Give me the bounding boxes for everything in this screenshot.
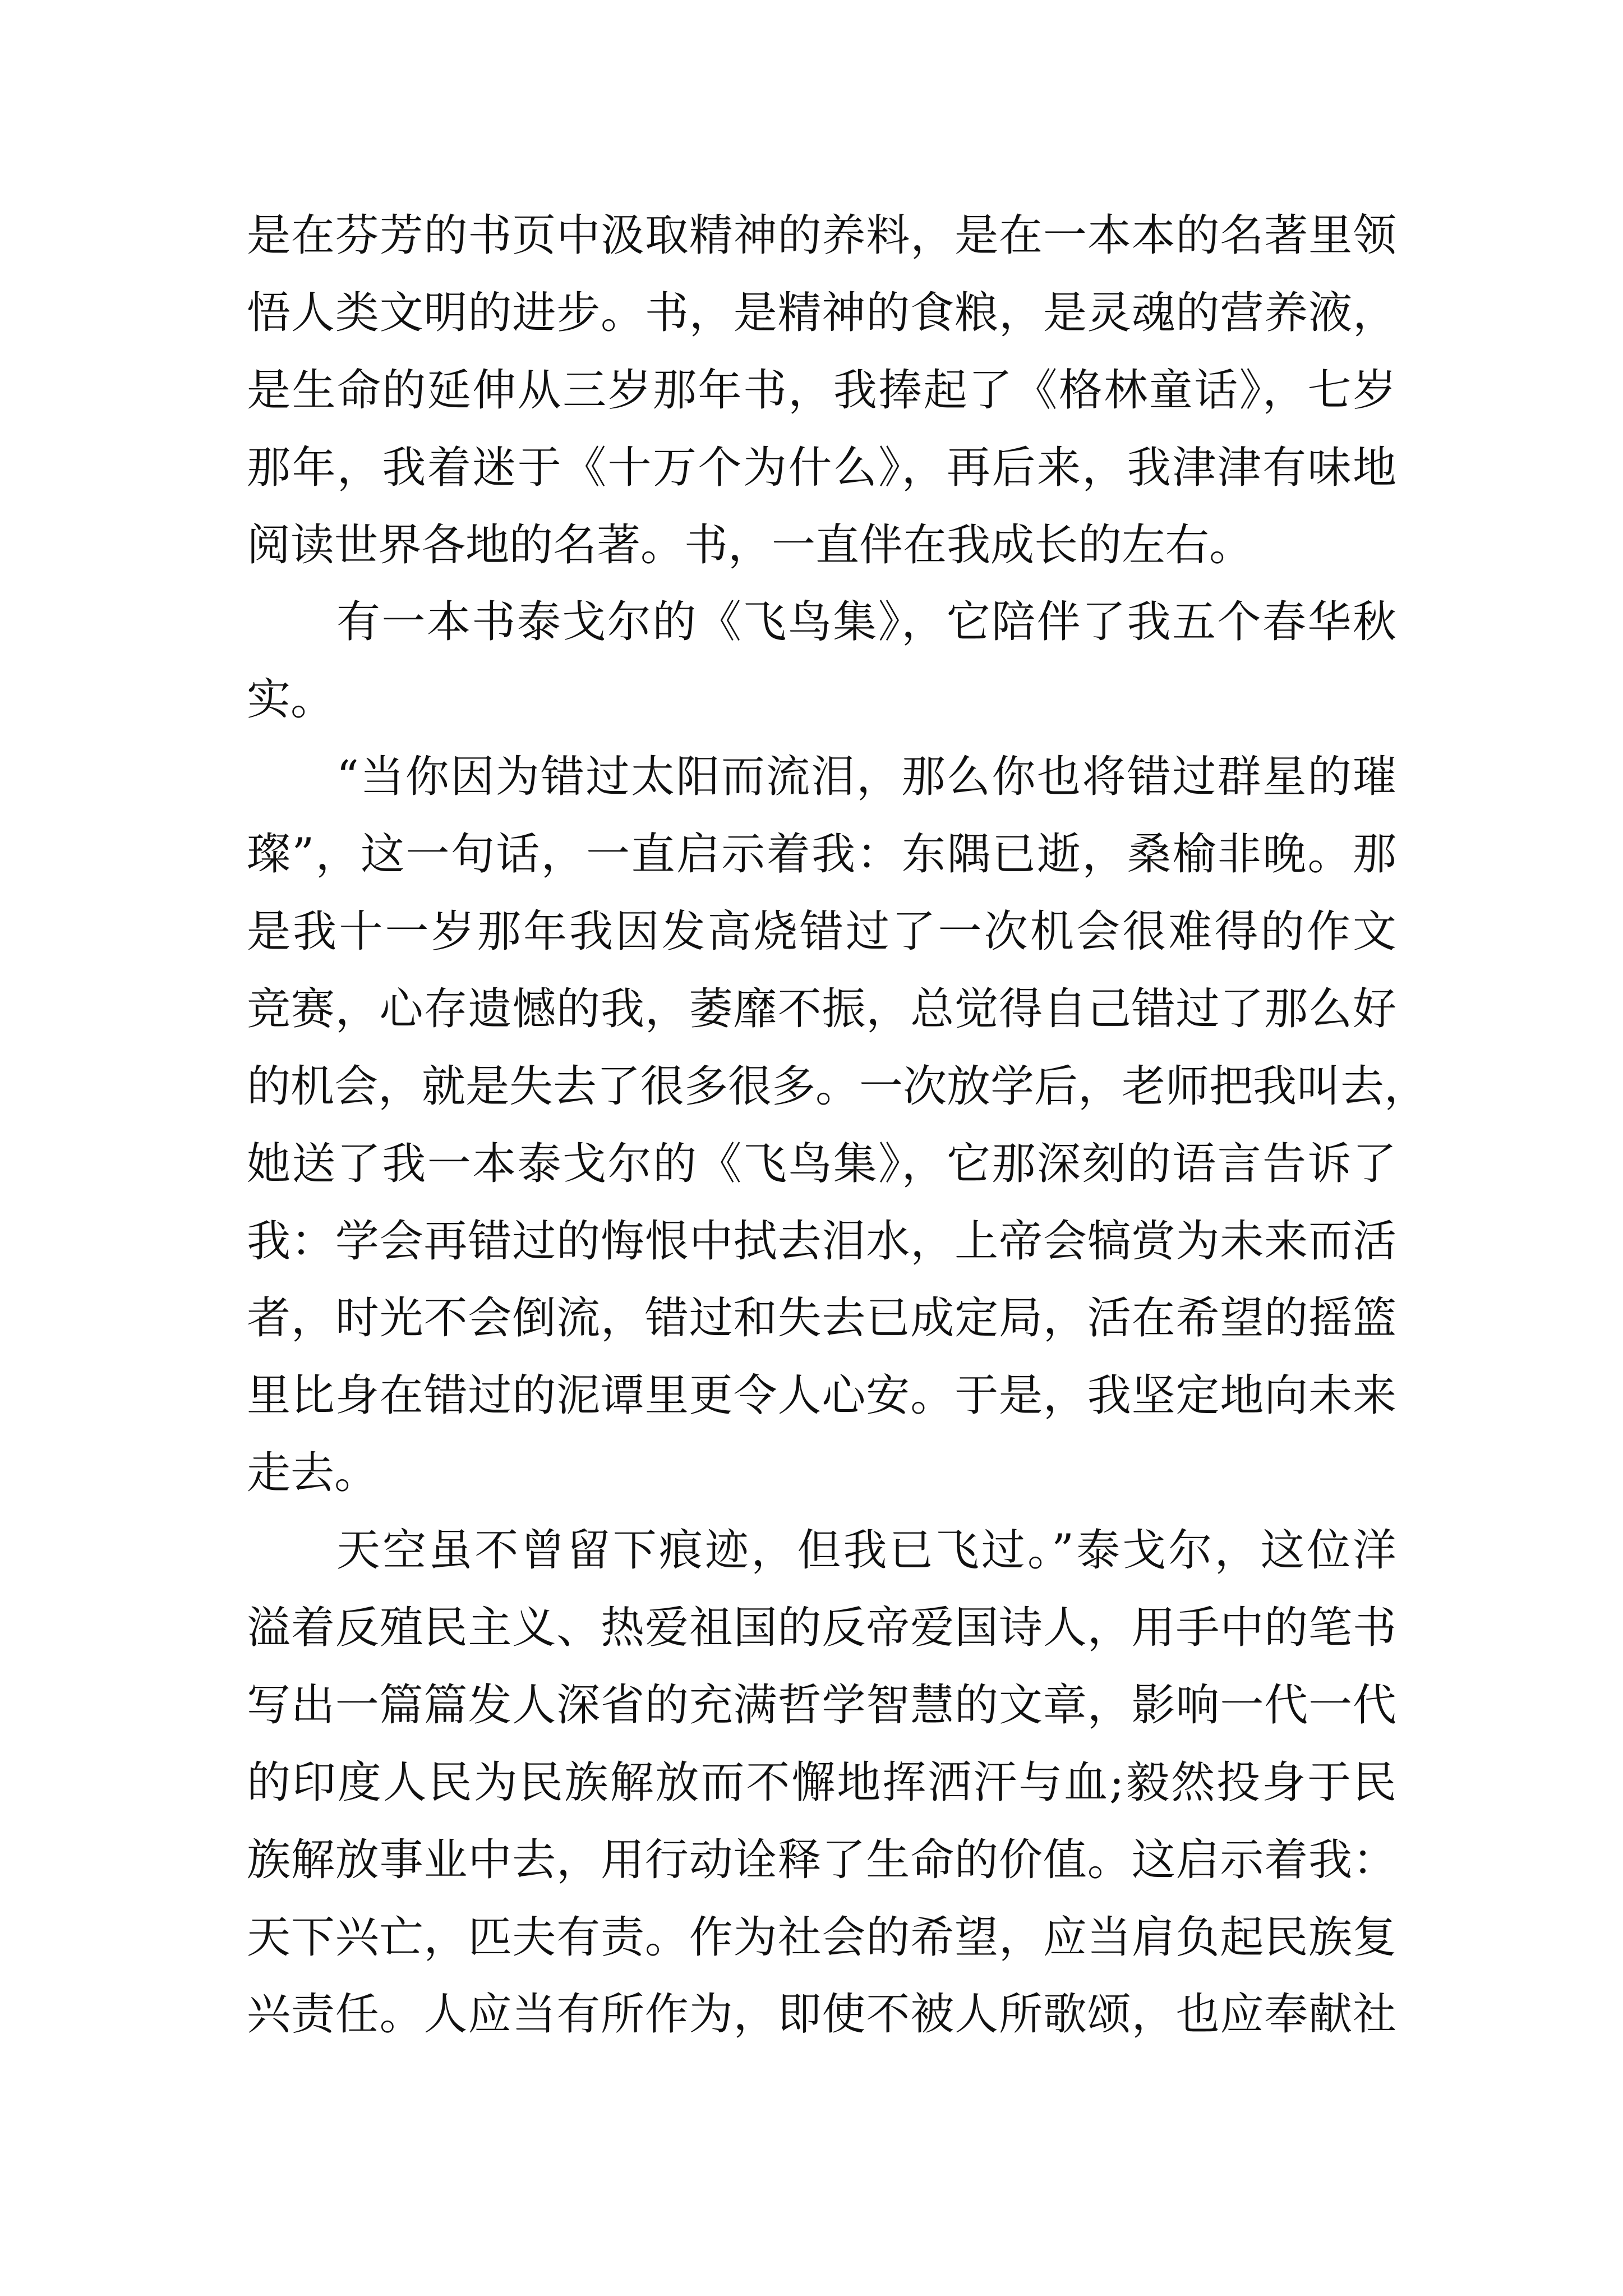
- text-line: 是生命的延伸从三岁那年书，我捧起了《格林童话》，七岁: [247, 365, 1396, 416]
- text-line: 璨”，这一句话，一直启示着我：东隅已逝，桑榆非晚。那: [247, 829, 1396, 880]
- text-line: 者，时光不会倒流，错过和失去已成定局，活在希望的摇篮: [247, 1293, 1396, 1344]
- text-line: 溢着反殖民主义、热爱祖国的反帝爱国诗人，用手中的笔书: [247, 1603, 1396, 1654]
- text-line: “当你因为错过太阳而流泪，那么你也将错过群星的璀: [336, 752, 1396, 803]
- text-line: 族解放事业中去，用行动诠释了生命的价值。这启示着我：: [247, 1834, 1396, 1885]
- text-line: 有一本书泰戈尔的《飞鸟集》，它陪伴了我五个春华秋: [336, 597, 1396, 648]
- text-line: 竞赛，心存遗憾的我，萎靡不振，总觉得自己错过了那么好: [247, 983, 1396, 1034]
- text-line: 的机会，就是失去了很多很多。一次放学后，老师把我叫去，: [247, 1061, 1428, 1112]
- text-line: 走去。: [247, 1448, 379, 1499]
- text-line: 那年，我着迷于《十万个为什么》，再后来，我津津有味地: [247, 442, 1396, 493]
- text-line: 悟人类文明的进步。书，是精神的食粮，是灵魂的营养液，: [247, 287, 1396, 338]
- text-line: 是我十一岁那年我因发高烧错过了一次机会很难得的作文: [247, 907, 1396, 958]
- text-line: 兴责任。人应当有所作为，即使不被人所歌颂，也应奉献社: [247, 1989, 1396, 2040]
- text-line: 她送了我一本泰戈尔的《飞鸟集》，它那深刻的语言告诉了: [247, 1138, 1396, 1189]
- text-line: 阅读世界各地的名著。书，一直伴在我成长的左右。: [247, 519, 1253, 570]
- text-line: 我：学会再错过的悔恨中拭去泪水，上帝会犒赏为未来而活: [247, 1216, 1396, 1267]
- text-line: 的印度人民为民族解放而不懈地挥洒汗与血;毅然投身于民: [247, 1757, 1396, 1808]
- text-line: 写出一篇篇发人深省的充满哲学智慧的文章，影响一代一代: [247, 1680, 1396, 1731]
- text-line: 天下兴亡，匹夫有责。作为社会的希望，应当肩负起民族复: [247, 1912, 1396, 1963]
- text-line: 是在芬芳的书页中汲取精神的养料，是在一本本的名著里领: [247, 210, 1396, 261]
- body-text: [247, 197, 1428, 2054]
- text-line: 里比身在错过的泥谭里更令人心安。于是，我坚定地向未来: [247, 1370, 1396, 1421]
- text-line: 天空虽不曾留下痕迹，但我已飞过。”泰戈尔，这位洋: [336, 1525, 1396, 1576]
- text-line: 实。: [247, 674, 335, 725]
